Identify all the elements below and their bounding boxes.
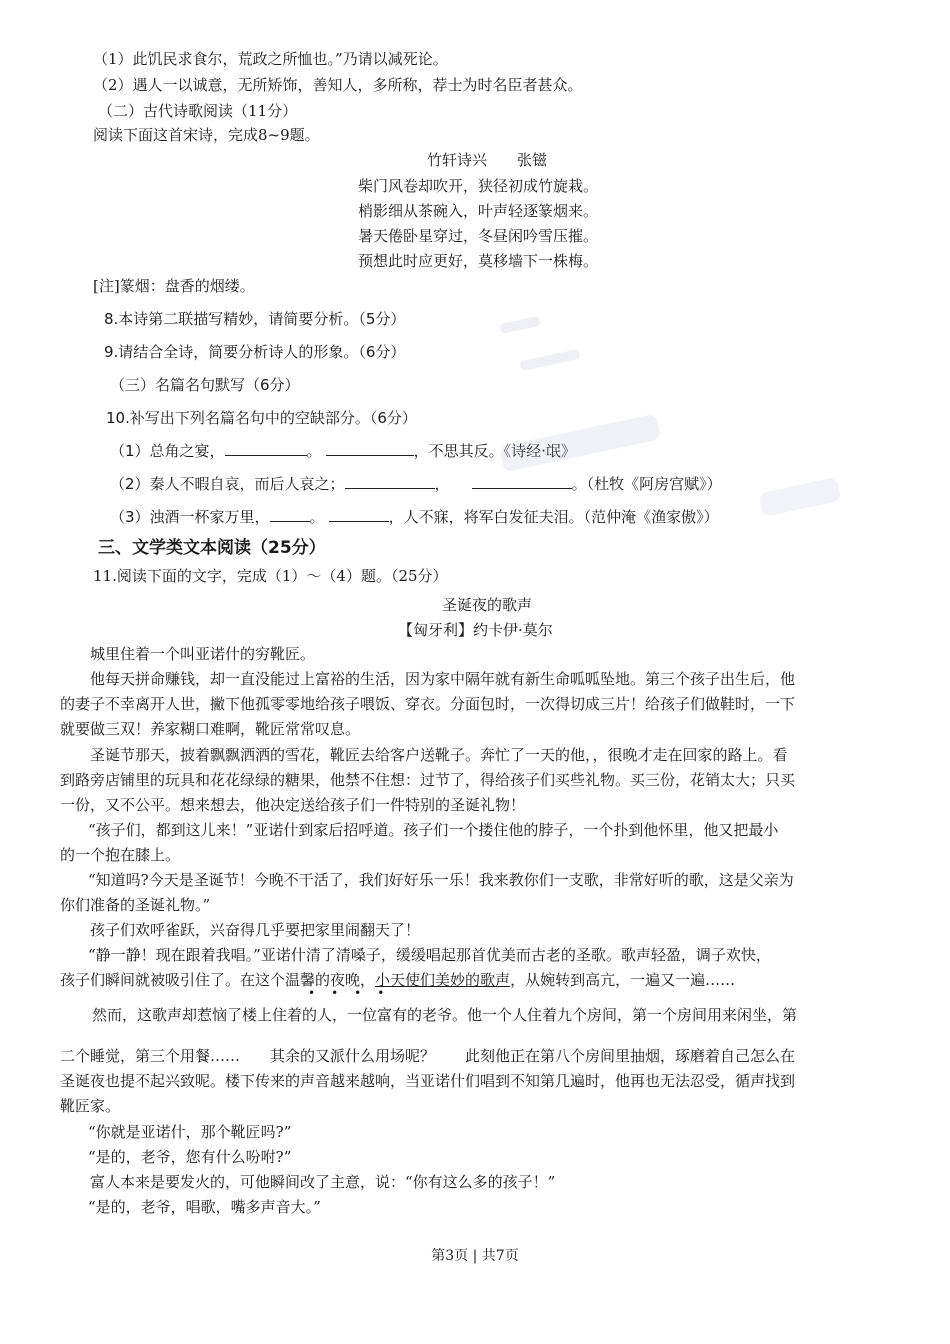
paragraph: 他每天拼命赚钱，却一直没能过上富裕的生活，因为家中隔年就有新生命呱呱坠地。第三个孩子出生后，他 [90,670,796,688]
paragraph: “是的，老爷，您有什么吩咐?” [88,1148,292,1166]
question-10: 10.补写出下列名篇名句中的空缺部分。（6分） [106,409,417,427]
poetry-intro: 阅读下面这首宋诗，完成8~9题。 [93,126,320,144]
paragraph: 然而，这歌声却惹恼了楼上住着的人，一位富有的老爷。他一个人住着九个房间，第一个房间用来闲坐，第 [92,1006,798,1024]
paragraph: 就要做三双！养家糊口难啊，靴匠常常叹息。 [60,720,361,738]
paragraph: “是的，老爷，唱歌，嘴多声音大。” [88,1198,321,1216]
paragraph: 靴匠家。 [60,1097,121,1115]
recitation-text: 。 [306,442,322,460]
literature-section-heading: 三、文学类文本阅读（25分） [98,538,326,558]
paragraph: 孩子们欢呼雀跃，兴奋得几乎要把家里闹翻天了！ [90,921,421,939]
poem-line: 预想此时应更好，莫移墙下一株梅。 [358,252,599,270]
question-9: 9.请结合全诗，简要分析诗人的形象。（6分） [104,343,406,361]
watermark-mark [499,316,540,334]
watermark-mark [758,477,841,517]
paragraph: 你们准备的圣诞礼物。” [60,896,211,914]
answer-blank[interactable] [345,474,435,489]
recitation-text: （3）浊酒一杯家万里， [110,508,270,526]
poem-line: 暑天倦卧星穿过，冬昼闲吟雪压摧。 [358,227,599,245]
answer-blank[interactable] [472,474,572,489]
page-footer: 第3页 | 共7页 [431,1248,519,1264]
answer-blank[interactable] [270,507,310,522]
recitation-item-1 [110,441,576,461]
paragraph: 圣诞节那天，披着飘飘洒洒的雪花，靴匠去给客户送靴子。奔忙了一天的他，，很晚才走在回家的路上。看 [90,746,788,764]
recitation-text: （1）总角之宴， [110,442,225,460]
recitation-item-2 [110,474,722,494]
paragraph: “孩子们，都到这儿来！”亚诺什到家后招呼道。孩子们一个搂住他的脖子，一个扑到他怀里，他又把最小 [88,821,779,839]
emphasized-text: 温馨的夜晚 [285,971,361,989]
paragraph: “你就是亚诺什，那个靴匠吗?” [88,1123,292,1141]
recitation-item-3 [110,507,719,527]
paragraph: 的一个抱在膝上。 [60,846,181,864]
question-8: 8.本诗第二联描写精妙，请简要分析。（5分） [104,310,406,328]
classical-q2: （2）遇人一以诚意，无所矫饰，善知人，多所称，荐士为时名臣者甚众。 [93,76,583,94]
classical-q1: （1）此饥民求食尔，荒政之所恤也。”乃请以减死论。 [93,50,448,68]
poem-author: 张镃 [517,151,548,169]
watermark-mark [520,349,581,371]
poem-line: 梢影细从茶碗入，叶声轻逐篆烟来。 [358,202,599,220]
paragraph: 到路旁店铺里的玩具和花花绿绿的糖果，他禁不住想：过节了，得给孩子们买些礼物。买三份，花销太大；只买 [60,771,796,789]
emphasis-dots: •••• [308,986,401,1000]
answer-blank[interactable] [329,507,389,522]
paragraph: 的妻子不幸离开人世，撇下他孤零零地给孩子喂饭、穿衣。分面包时，一次得切成三片！给孩子们做鞋时，一下 [60,695,796,713]
poem-title: 竹轩诗兴 [427,151,488,169]
question-11: 11.阅读下面的文字，完成（1）～（4）题。（25分） [93,567,448,585]
paragraph: 圣诞夜也提不起兴致呢。楼下传来的声音越来越响，当亚诺什们唱到不知第几遍时，他再也无法忍受，循声找到 [60,1072,796,1090]
recitation-text: 。（杜牧《阿房宫赋》） [571,475,722,493]
recitation-text: （2）秦人不暇自哀，而后人哀之； [110,475,345,493]
paragraph: 城里住着一个叫亚诺什的穷靴匠。 [90,645,316,663]
story-title: 圣诞夜的歌声 [442,596,533,614]
paragraph: 富人本来是要发火的，可他瞬间改了主意，说：“你有这么多的孩子！” [90,1173,556,1191]
answer-blank[interactable] [326,441,414,456]
poetry-section-heading: （二）古代诗歌阅读（11分） [98,102,298,120]
paragraph: “知道吗?今天是圣诞节！今晚不干活了，我们好好乐一乐！我来教你们一支歌，非常好听的歌，这是父亲为 [88,871,794,889]
poem-title-line [427,150,547,170]
poem-line: 柴门风卷却吹开，狭径初成竹旋栽。 [358,177,599,195]
paragraph: “静一静！现在跟着我唱。”亚诺什清了清嗓子，缓缓唱起那首优美而古老的圣歌。歌声轻盈，调子欢快， [88,946,771,964]
paragraph: 二个睡觉，第三个用餐…… 其余的又派什么用场呢？ 此刻他正在第八个房间里抽烟，琢磨着自己怎么在 [60,1047,796,1065]
recitation-section-heading: （三）名篇名句默写（6分） [110,376,300,394]
poem-note: [注]篆烟：盘香的烟缕。 [93,277,255,295]
text-segment: 孩子们瞬间就被吸引住了。在这个 [60,971,286,989]
paragraph: 一份，又不公平。想来想去，他决定送给孩子们一件特别的圣诞礼物！ [60,796,526,814]
answer-blank[interactable] [225,441,307,456]
story-author: 【匈牙利】约卡伊·莫尔 [398,621,553,639]
underlined-text: 小天使们美妙的歌声 [375,971,511,989]
text-segment: ， [360,971,376,989]
text-segment: ，从婉转到高亢，一遍又一遍…… [510,971,736,989]
recitation-text: ，人不寐，将军白发征夫泪。（范仲淹《渔家傲》） [388,508,719,526]
recitation-text: ， [434,475,450,493]
recitation-text: ，不思其反。《诗经·氓》 [413,442,576,460]
recitation-text: 。 [309,508,325,526]
